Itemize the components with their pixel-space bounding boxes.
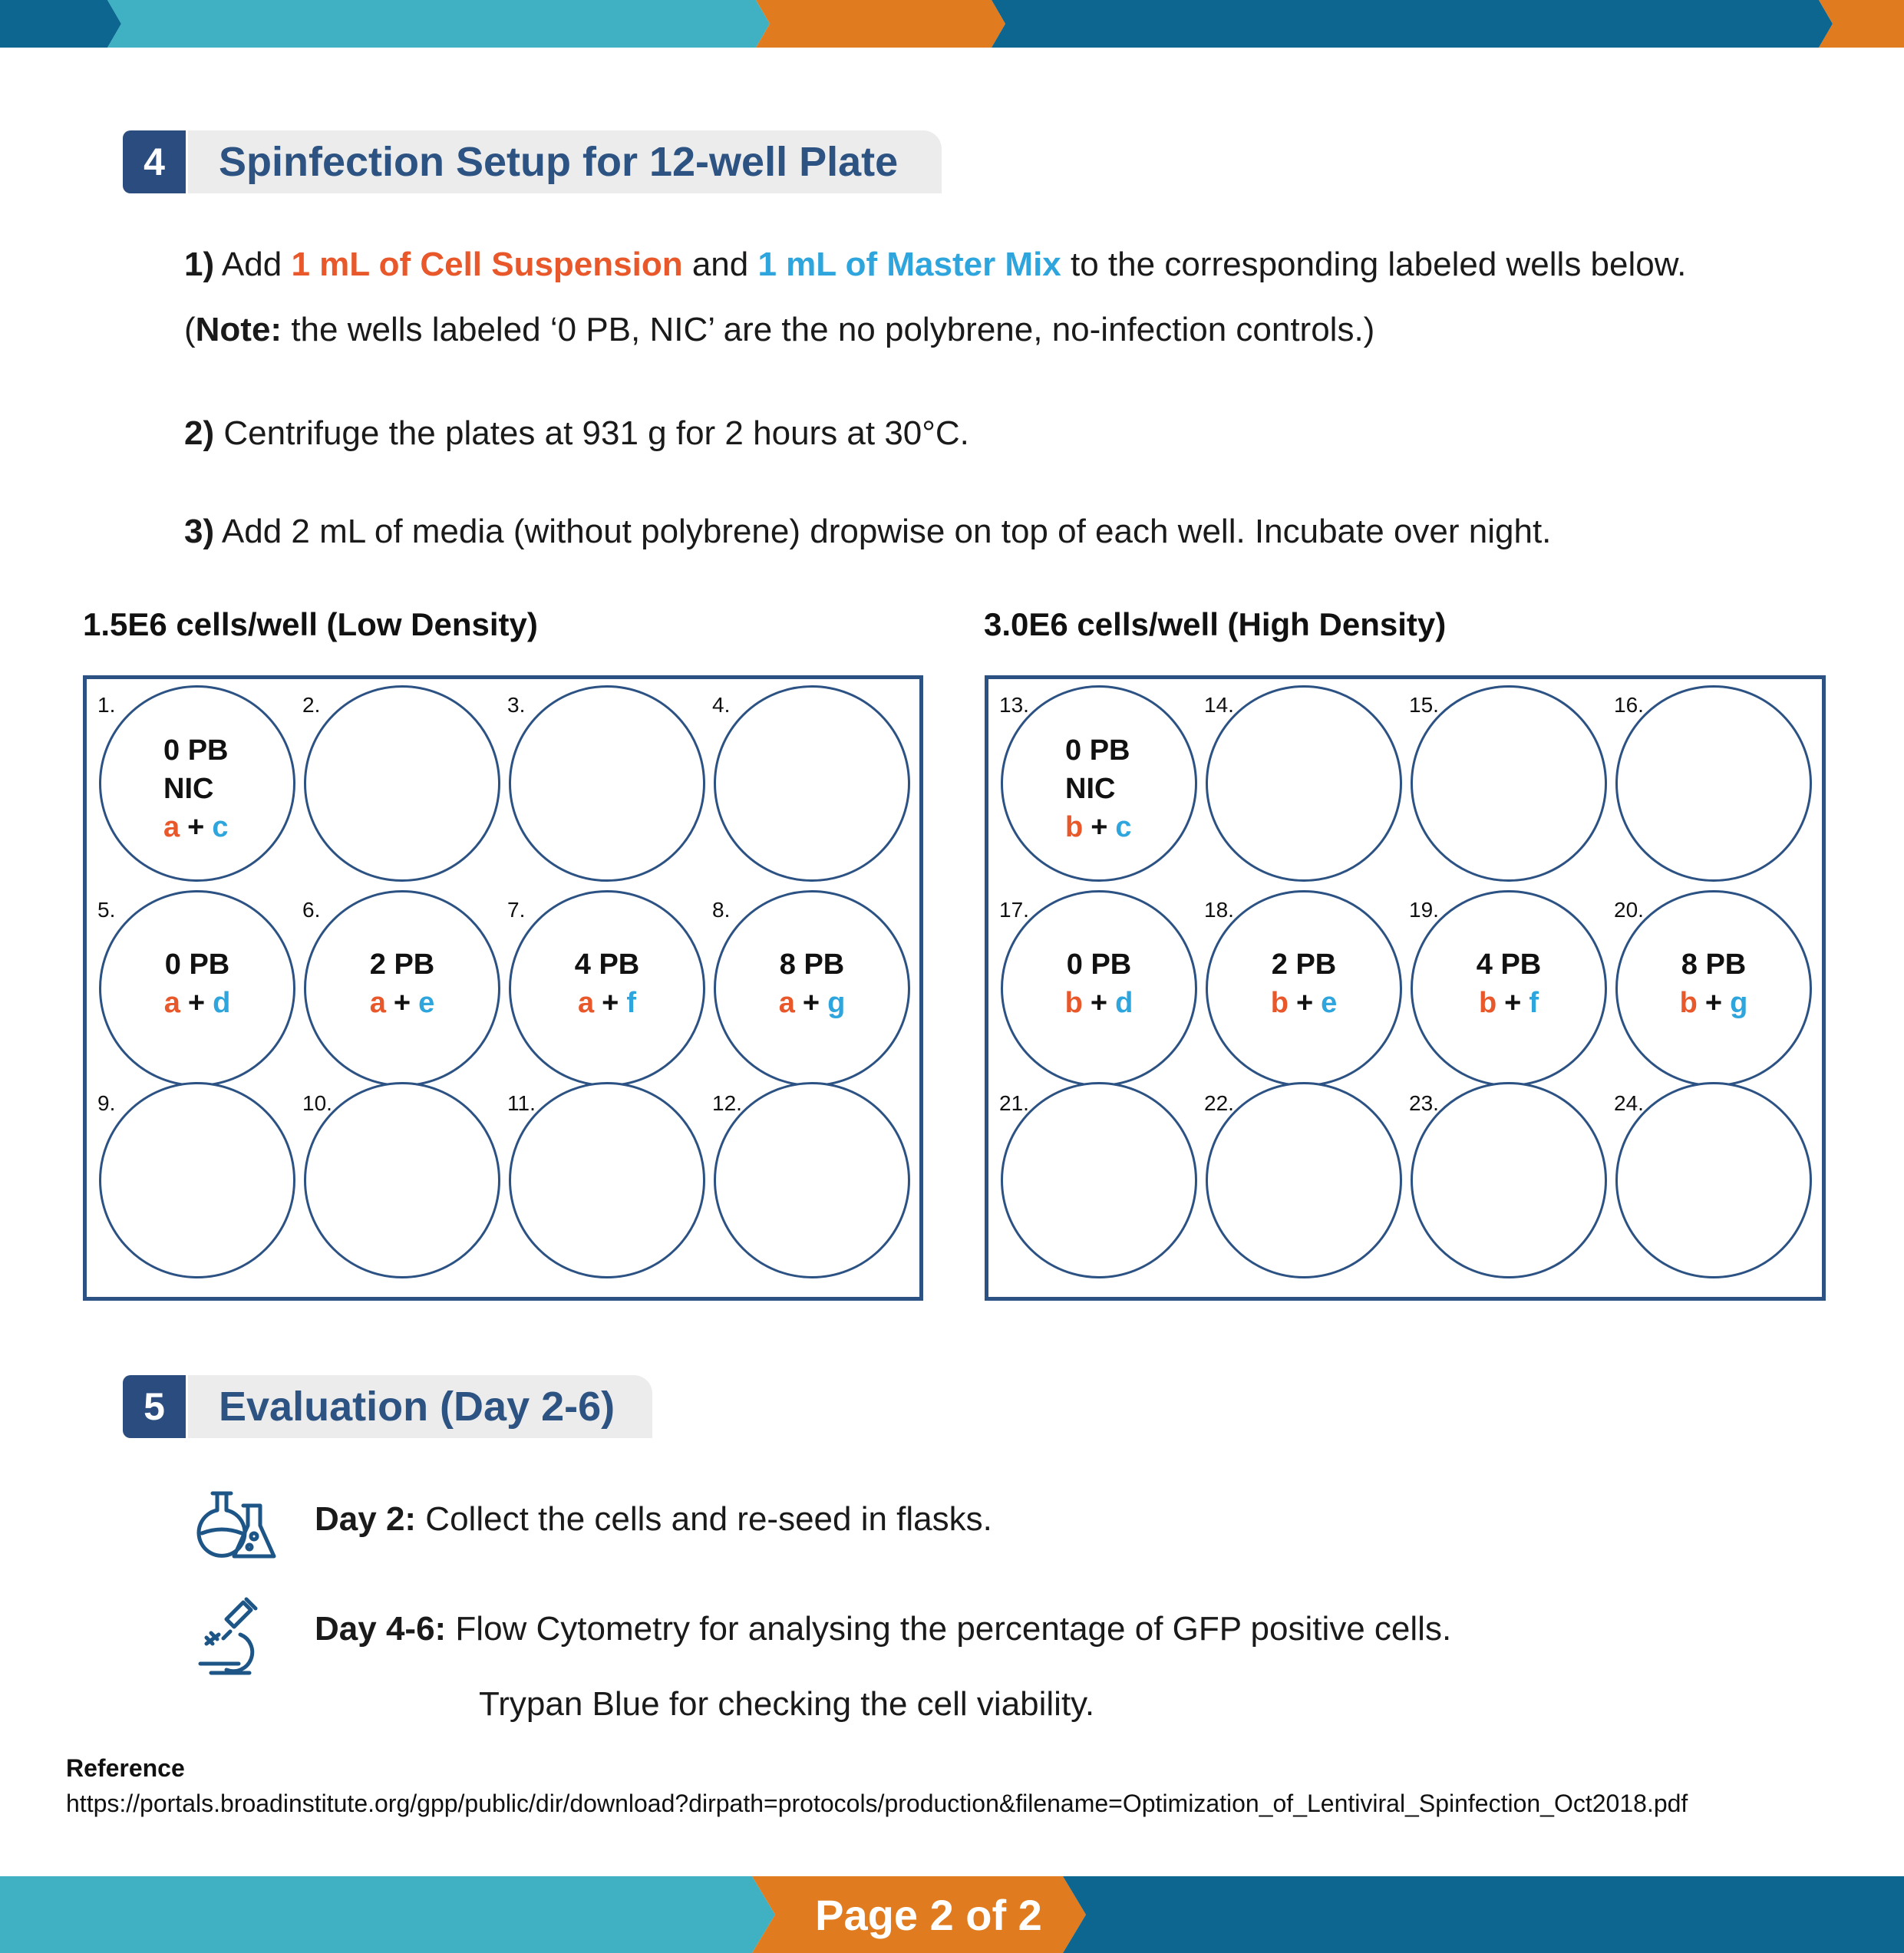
- well-label: [714, 945, 910, 1022]
- master-mix-code: e: [1321, 987, 1338, 1019]
- well-number: 9.: [97, 1091, 116, 1115]
- well-number: 6.: [302, 898, 321, 922]
- well-number: 15.: [1409, 693, 1439, 717]
- cell-suspension-code: a: [163, 811, 180, 843]
- step-2-text: Centrifuge the plates at 931 g for 2 hours at 30°C.: [214, 414, 969, 452]
- plate-2-label: 3.0E6 cells/well (High Density): [984, 606, 1447, 642]
- well-number: 13.: [999, 693, 1029, 717]
- well-mix-combo: [99, 984, 295, 1022]
- plus-sign: +: [602, 987, 619, 1019]
- well-number: 17.: [999, 898, 1029, 922]
- no-infection-control-label: NIC: [1065, 773, 1116, 805]
- polybrene-amount: 4 PB: [1476, 948, 1542, 981]
- polybrene-amount: 8 PB: [779, 948, 845, 981]
- well-number: 23.: [1409, 1091, 1439, 1115]
- day-4-6-text-2: Trypan Blue for checking the cell viability.: [479, 1685, 1095, 1723]
- plus-sign: +: [1704, 987, 1723, 1019]
- well-number: 20.: [1614, 898, 1644, 922]
- reference-title: Reference: [66, 1754, 185, 1782]
- day-4-6-text: Flow Cytometry for analysing the percentage of GFP positive cells.: [446, 1610, 1452, 1648]
- well-number: 3.: [507, 693, 526, 717]
- well-label: [1615, 945, 1812, 1022]
- no-infection-control-label: NIC: [163, 773, 214, 805]
- microscope-icon: [196, 1596, 272, 1681]
- well-number: 18.: [1204, 898, 1234, 922]
- well-mix-combo: [509, 984, 705, 1022]
- well-3: [509, 685, 705, 882]
- well-label: [509, 945, 705, 1022]
- step-1-number: 1): [184, 246, 215, 283]
- day-2-item: [315, 1500, 992, 1539]
- lab-flasks-icon: [196, 1489, 280, 1562]
- plus-sign: +: [1504, 987, 1522, 1019]
- well-number: 16.: [1614, 693, 1644, 717]
- plate-1: [83, 675, 923, 1301]
- well-number: 1.: [97, 693, 116, 717]
- step-3-number: 3): [184, 513, 215, 550]
- master-mix-code: g: [1730, 987, 1748, 1019]
- well-mix-combo: [1411, 984, 1607, 1022]
- well-24: [1615, 1082, 1812, 1278]
- well-11: [509, 1082, 705, 1278]
- step-3: [184, 513, 1551, 551]
- well-label: [1001, 945, 1197, 1022]
- well-9: [99, 1082, 295, 1278]
- well-mix-combo: [304, 984, 500, 1022]
- cell-suspension-code: a: [778, 987, 795, 1019]
- well-number: 5.: [97, 898, 116, 922]
- master-mix-code: d: [213, 987, 231, 1019]
- plus-sign: +: [1091, 811, 1108, 843]
- top-banner: [0, 0, 1904, 48]
- day-4-6-item: [315, 1610, 1451, 1648]
- well-4: [714, 685, 910, 882]
- well-number: 24.: [1614, 1091, 1644, 1115]
- well-number: 10.: [302, 1091, 332, 1115]
- note-open-paren: (: [184, 311, 196, 348]
- cell-suspension-code: a: [578, 987, 595, 1019]
- well-mix-combo: [1206, 984, 1402, 1022]
- day-2-label: Day 2:: [315, 1500, 417, 1538]
- section-5-badge: 5: [123, 1375, 186, 1438]
- master-mix-code: e: [418, 987, 435, 1019]
- well-label: [1206, 945, 1402, 1022]
- step-1-text-c: to the corresponding labeled wells below.: [1061, 246, 1687, 283]
- well-12: [714, 1082, 910, 1278]
- step-1: [184, 246, 1686, 284]
- master-mix-code: c: [212, 811, 229, 843]
- well-21: [1001, 1082, 1197, 1278]
- well-number: 11.: [507, 1091, 536, 1115]
- cell-suspension-code: a: [163, 987, 180, 1019]
- day-4-6-label: Day 4-6:: [315, 1610, 447, 1648]
- note-text: the wells labeled ‘0 PB, NIC’ are the no polybrene, no-infection controls.): [282, 311, 1375, 348]
- well-label: [99, 945, 295, 1022]
- step-2: [184, 414, 969, 453]
- master-mix-amount: 1 mL of Master Mix: [757, 246, 1061, 283]
- section-4-title: Spinfection Setup for 12-well Plate: [188, 130, 942, 193]
- well-10: [304, 1082, 500, 1278]
- well-number: 12.: [712, 1091, 742, 1115]
- master-mix-code: g: [827, 987, 846, 1019]
- day-2-text: Collect the cells and re-seed in flasks.: [416, 1500, 992, 1538]
- polybrene-amount: 0 PB: [164, 948, 230, 981]
- plate-2: [985, 675, 1826, 1301]
- well-mix-combo: [714, 984, 910, 1022]
- plus-sign: +: [187, 811, 205, 843]
- well-mix-combo: [1615, 984, 1812, 1022]
- section-4-badge: 4: [123, 130, 186, 193]
- well-number: 19.: [1409, 898, 1439, 922]
- cell-suspension-amount: 1 mL of Cell Suspension: [291, 246, 683, 283]
- step-1-text-a: Add: [214, 246, 292, 283]
- well-mix-combo: [1001, 984, 1197, 1022]
- well-2: [304, 685, 500, 882]
- section-5-title: Evaluation (Day 2-6): [188, 1375, 652, 1438]
- step-3-text: Add 2 mL of media (without polybrene) dropwise on top of each well. Incubate over night.: [214, 513, 1552, 550]
- polybrene-amount: 8 PB: [1681, 948, 1747, 981]
- cell-suspension-code: b: [1064, 987, 1083, 1019]
- plus-sign: +: [1295, 987, 1314, 1019]
- master-mix-code: f: [1529, 987, 1539, 1019]
- well-22: [1206, 1082, 1402, 1278]
- well-16: [1615, 685, 1812, 882]
- polybrene-amount: 0 PB: [1065, 734, 1130, 767]
- page-number: Page 2 of 2: [815, 1890, 1042, 1939]
- well-number: 21.: [999, 1091, 1029, 1115]
- polybrene-amount: 0 PB: [163, 734, 229, 767]
- cell-suspension-code: b: [1065, 811, 1084, 843]
- well-15: [1411, 685, 1607, 882]
- cell-suspension-code: b: [1478, 987, 1497, 1019]
- step-1-note: [184, 311, 1374, 349]
- cell-suspension-code: a: [369, 987, 386, 1019]
- note-label: Note:: [195, 311, 282, 348]
- well-label: [1411, 945, 1607, 1022]
- cell-suspension-code: b: [1270, 987, 1289, 1019]
- plus-sign: +: [187, 987, 206, 1019]
- cell-suspension-code: b: [1679, 987, 1698, 1019]
- well-number: 4.: [712, 693, 731, 717]
- plus-sign: +: [1090, 987, 1108, 1019]
- plus-sign: +: [393, 987, 411, 1019]
- well-number: 7.: [507, 898, 526, 922]
- plate-1-label: 1.5E6 cells/well (Low Density): [83, 606, 538, 642]
- polybrene-amount: 0 PB: [1066, 948, 1132, 981]
- plus-sign: +: [802, 987, 820, 1019]
- well-23: [1411, 1082, 1607, 1278]
- well-number: 22.: [1204, 1091, 1234, 1115]
- master-mix-code: f: [626, 987, 636, 1019]
- well-number: 14.: [1204, 693, 1234, 717]
- well-label: [304, 945, 500, 1022]
- master-mix-code: c: [1115, 811, 1132, 843]
- well-number: 2.: [302, 693, 321, 717]
- polybrene-amount: 2 PB: [369, 948, 435, 981]
- well-14: [1206, 685, 1402, 882]
- well-number: 8.: [712, 898, 731, 922]
- polybrene-amount: 4 PB: [574, 948, 640, 981]
- step-1-text-b: and: [682, 246, 758, 283]
- master-mix-code: d: [1115, 987, 1133, 1019]
- reference-url[interactable]: https://portals.broadinstitute.org/gpp/public/dir/download?dirpath=protocols/production&filename=Optimization_of_Lentiviral_Spinfection_Oct2018.pdf: [66, 1790, 1688, 1817]
- polybrene-amount: 2 PB: [1271, 948, 1337, 981]
- step-2-number: 2): [184, 414, 215, 452]
